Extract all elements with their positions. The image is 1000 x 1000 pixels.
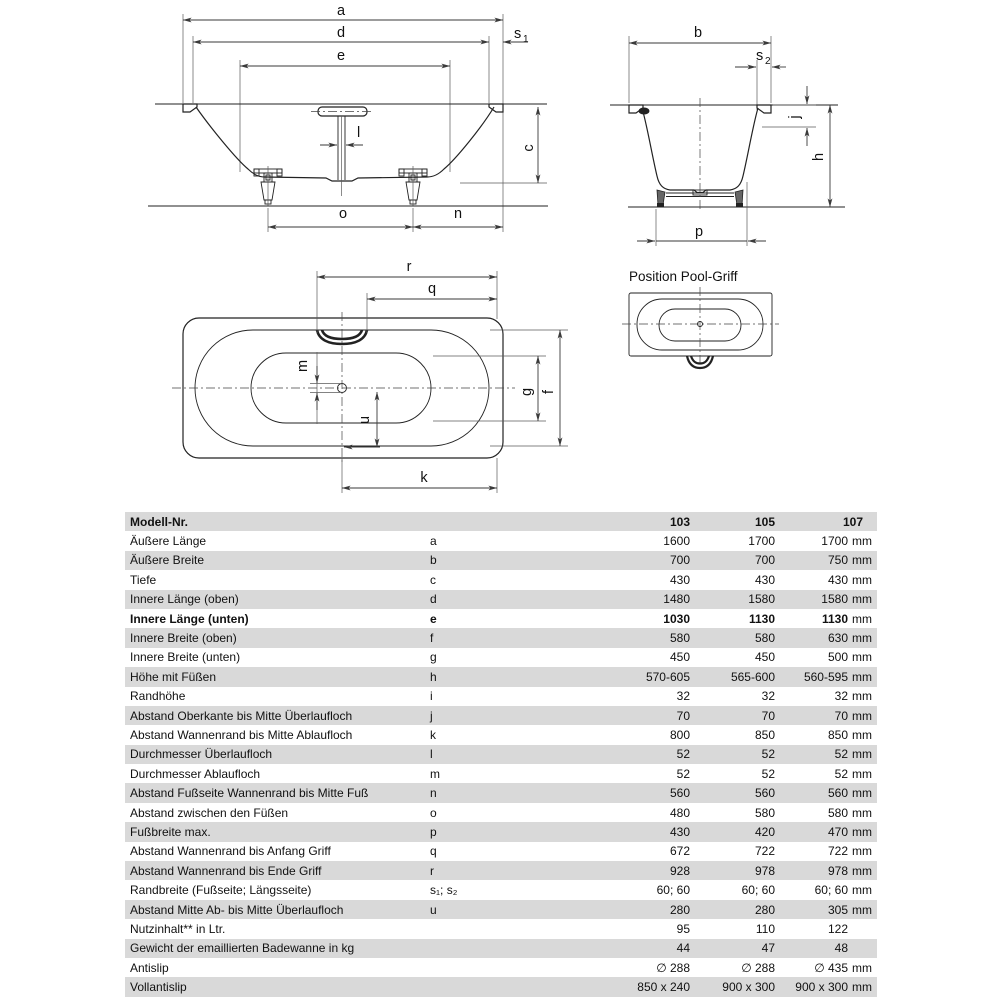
spec-cell-v105: ∅ 288 — [741, 960, 775, 975]
spec-cell-v105: 70 — [761, 708, 775, 723]
spec-cell-letter: f — [430, 631, 434, 646]
spec-cell-unit: mm — [852, 883, 872, 898]
dim-label-j: j — [787, 115, 803, 119]
spec-cell-v103: 928 — [669, 863, 690, 878]
spec-cell-v107: 52 — [834, 766, 848, 781]
spec-cell-label: Fußbreite max. — [130, 824, 211, 839]
spec-cell-unit: mm — [852, 708, 872, 723]
spec-cell-label: Vollantislip — [130, 980, 187, 995]
pool-grip-title: Position Pool-Griff — [629, 269, 738, 284]
spec-cell-v107: 70 — [834, 708, 848, 723]
spec-cell-v107: 430 — [827, 572, 848, 587]
spec-cell-label: Äußere Länge — [130, 534, 207, 549]
spec-cell-letter — [425, 939, 457, 958]
spec-row — [125, 551, 877, 570]
dim-label-g: g — [519, 387, 535, 397]
spec-cell-label: Abstand Oberkante bis Mitte Überlaufloch — [130, 708, 353, 723]
spec-cell-unit: mm — [852, 805, 872, 820]
dim-label-d: d — [336, 25, 346, 41]
dim-label-o: o — [338, 206, 348, 222]
spec-cell-label: Abstand Wannenrand bis Mitte Ablaufloch — [130, 727, 353, 742]
spec-cell-letter: g — [430, 650, 437, 665]
spec-cell-unit: mm — [852, 689, 872, 704]
spec-cell-v105: 52 — [761, 766, 775, 781]
spec-cell-v107: 900 x 300 — [795, 980, 848, 995]
spec-cell-v107: 580 — [827, 805, 848, 820]
dim-label-c: c — [521, 144, 537, 152]
spec-cell-letter: i — [430, 689, 433, 704]
spec-cell-label: Innere Breite (unten) — [130, 650, 241, 665]
spec-row — [125, 628, 877, 647]
spec-cell-v105: 32 — [761, 689, 775, 704]
spec-cell-v103: 1030 — [663, 611, 690, 626]
spec-cell-letter: s₁; s₂ — [430, 883, 457, 898]
dim-label-p: p — [694, 224, 704, 240]
spec-cell-v103: 580 — [669, 631, 690, 646]
spec-cell-v107: 48 — [834, 941, 848, 956]
spec-cell-v105: 700 — [754, 553, 775, 568]
spec-row — [125, 939, 877, 958]
spec-cell-letter: m — [430, 766, 440, 781]
spec-cell-unit: mm — [852, 611, 872, 626]
spec-row — [125, 919, 877, 938]
spec-cell-v105: 560 — [754, 786, 775, 801]
spec-cell-letter — [425, 977, 457, 996]
spec-cell-unit: mm — [852, 863, 872, 878]
spec-cell-label: Abstand Wannenrand bis Ende Griff — [130, 863, 322, 878]
spec-cell-v107: 52 — [834, 747, 848, 762]
spec-cell-v107: ∅ 435 — [814, 960, 848, 975]
spec-cell-v107: 1700 — [821, 534, 848, 549]
top-view-diagram — [172, 259, 568, 493]
spec-cell-v103: 60; 60 — [656, 883, 690, 898]
spec-row — [125, 861, 877, 880]
spec-cell-v107: 60; 60 — [814, 883, 848, 898]
spec-row — [125, 842, 877, 861]
spec-cell-v105: 1580 — [748, 592, 775, 607]
spec-cell-v103: 280 — [669, 902, 690, 917]
foot-left — [254, 166, 282, 206]
spec-cell-letter: j — [430, 708, 433, 723]
spec-cell-v107: 978 — [827, 863, 848, 878]
spec-cell-label: Abstand Fußseite Wannenrand bis Mitte Fuß — [130, 786, 369, 801]
dim-label-q: q — [427, 281, 437, 297]
spec-cell-letter: a — [430, 534, 437, 549]
spec-row — [125, 648, 877, 667]
spec-cell-v107: 32 — [834, 689, 848, 704]
spec-cell-v107: 122 — [827, 921, 848, 936]
spec-cell-v103: 672 — [669, 844, 690, 859]
spec-row — [125, 706, 877, 725]
spec-cell-unit — [848, 919, 877, 938]
spec-cell-label: Nutzinhalt** in Ltr. — [130, 921, 226, 936]
spec-cell-letter: b — [430, 553, 437, 568]
spec-cell-letter: c — [430, 572, 436, 587]
dim-label-a: a — [336, 3, 346, 19]
column-header-model: Modell-Nr. — [130, 514, 189, 529]
spec-cell-label: Abstand Mitte Ab- bis Mitte Überlaufloch — [130, 902, 344, 917]
spec-cell-v103: 1480 — [663, 592, 690, 607]
spec-cell-v103: 44 — [676, 941, 690, 956]
spec-cell-v103: 70 — [676, 708, 690, 723]
spec-cell-v103: 52 — [676, 766, 690, 781]
spec-row — [125, 900, 877, 919]
spec-cell-label: Randbreite (Fußseite; Längsseite) — [130, 883, 312, 898]
spec-cell-label: Durchmesser Überlaufloch — [130, 747, 273, 762]
spec-cell-v103: 1600 — [663, 534, 690, 549]
spec-cell-v103: ∅ 288 — [656, 960, 690, 975]
spec-cell-unit: mm — [852, 650, 872, 665]
spec-cell-letter: p — [430, 824, 437, 839]
column-header-103: 103 — [669, 514, 690, 529]
dim-label-s2-sub: 2 — [765, 56, 771, 67]
spec-cell-label: Gewicht der emaillierten Badewanne in kg — [130, 941, 355, 956]
spec-cell-v105: 1700 — [748, 534, 775, 549]
spec-cell-unit: mm — [852, 534, 872, 549]
spec-row — [125, 822, 877, 841]
column-header-letter — [425, 512, 457, 531]
spec-cell-v103: 570-605 — [645, 669, 690, 684]
spec-cell-v103: 700 — [669, 553, 690, 568]
spec-cell-v103: 52 — [676, 747, 690, 762]
spec-cell-label: Abstand zwischen den Füßen — [130, 805, 289, 820]
spec-cell-label: Tiefe — [130, 572, 157, 587]
spec-cell-letter: r — [430, 863, 434, 878]
spec-header-row — [125, 512, 877, 531]
spec-cell-unit: mm — [852, 844, 872, 859]
spec-cell-v107: 722 — [827, 844, 848, 859]
spec-row — [125, 570, 877, 589]
spec-row — [125, 745, 877, 764]
spec-cell-v107: 1130 — [821, 611, 848, 626]
spec-row — [125, 531, 877, 550]
grip-side-view — [311, 107, 374, 196]
spec-cell-letter: u — [430, 902, 437, 917]
spec-cell-label: Innere Länge (unten) — [130, 611, 249, 626]
spec-cell-v103: 480 — [669, 805, 690, 820]
spec-row — [125, 667, 877, 686]
dim-label-k: k — [420, 470, 428, 486]
spec-cell-v105: 110 — [755, 921, 775, 936]
spec-row — [125, 609, 877, 628]
spec-row — [125, 783, 877, 802]
dim-label-s1-sub: 1 — [523, 34, 529, 45]
spec-cell-unit: mm — [852, 727, 872, 742]
spec-cell-v103: 800 — [669, 727, 690, 742]
spec-cell-label: Innere Länge (oben) — [130, 592, 239, 607]
dim-label-m: m — [295, 359, 311, 373]
dim-label-u: u — [357, 415, 373, 425]
spec-cell-unit: mm — [852, 766, 872, 781]
spec-cell-v105: 52 — [761, 747, 775, 762]
spec-row — [125, 687, 877, 706]
spec-cell-unit: mm — [852, 592, 872, 607]
spec-row — [125, 977, 877, 996]
spec-row — [125, 958, 877, 977]
spec-row — [125, 803, 877, 822]
spec-cell-letter — [425, 919, 457, 938]
spec-cell-unit: mm — [852, 553, 872, 568]
spec-cell-v105: 47 — [761, 941, 775, 956]
spec-cell-v105: 978 — [754, 863, 775, 878]
spec-cell-v105: 280 — [754, 902, 775, 917]
spec-cell-v107: 305 — [827, 902, 848, 917]
spec-cell-letter: o — [430, 805, 437, 820]
spec-cell-unit: mm — [852, 572, 872, 587]
spec-row — [125, 764, 877, 783]
dim-label-s2: s — [756, 48, 764, 64]
spec-cell-v103: 430 — [669, 572, 690, 587]
column-header-107: 107 — [842, 514, 863, 529]
spec-cell-v105: 722 — [754, 844, 775, 859]
dim-label-h: h — [811, 152, 827, 162]
spec-cell-label: Äußere Breite — [130, 553, 205, 568]
foot-end-left — [657, 190, 665, 205]
spec-cell-unit: mm — [852, 980, 872, 995]
spec-cell-letter: n — [430, 786, 437, 801]
column-header-105: 105 — [754, 514, 775, 529]
spec-cell-v107: 560 — [827, 786, 848, 801]
spec-cell-v105: 565-600 — [730, 669, 775, 684]
spec-row — [125, 880, 877, 899]
spec-cell-v103: 95 — [676, 921, 690, 936]
spec-cell-v105: 60; 60 — [741, 883, 775, 898]
spec-cell-v105: 580 — [754, 805, 775, 820]
spec-cell-unit: mm — [852, 631, 872, 646]
spec-cell-v107: 750 — [827, 553, 848, 568]
spec-cell-v103: 850 x 240 — [637, 980, 690, 995]
spec-cell-label: Randhöhe — [130, 689, 186, 704]
spec-cell-letter — [425, 958, 457, 977]
spec-cell-letter: k — [430, 727, 436, 742]
spec-cell-v107: 500 — [827, 650, 848, 665]
spec-cell-v103: 32 — [676, 689, 690, 704]
spec-cell-v105: 420 — [754, 824, 775, 839]
spec-cell-v107: 630 — [827, 631, 848, 646]
spec-cell-v103: 430 — [669, 824, 690, 839]
spec-cell-v103: 560 — [669, 786, 690, 801]
side-view-diagram — [148, 3, 548, 232]
spec-cell-v107: 470 — [827, 824, 848, 839]
spec-table — [125, 512, 877, 997]
spec-cell-v107: 560-595 — [803, 669, 848, 684]
spec-cell-v105: 450 — [754, 650, 775, 665]
spec-cell-label: Durchmesser Ablaufloch — [130, 766, 261, 781]
spec-cell-label: Abstand Wannenrand bis Anfang Griff — [130, 844, 331, 859]
spec-cell-unit: mm — [852, 960, 872, 975]
end-view-diagram — [610, 25, 845, 246]
dim-label-n: n — [453, 206, 463, 222]
spec-cell-letter: h — [430, 669, 437, 684]
spec-cell-letter: q — [430, 844, 437, 859]
spec-row — [125, 725, 877, 744]
spec-cell-unit: mm — [852, 902, 872, 917]
pool-grip-inset — [622, 269, 779, 371]
spec-cell-letter: d — [430, 592, 437, 607]
dim-label-f: f — [541, 389, 557, 395]
spec-cell-label: Antislip — [130, 960, 169, 975]
dim-label-b: b — [693, 25, 703, 41]
spec-cell-v107: 850 — [827, 727, 848, 742]
spec-cell-letter: e — [430, 611, 437, 626]
dim-label-r: r — [406, 259, 412, 275]
spec-cell-letter: l — [430, 747, 433, 762]
spec-cell-v105: 1130 — [748, 611, 775, 626]
foot-right — [399, 166, 427, 206]
spec-cell-v107: 1580 — [821, 592, 848, 607]
spec-cell-v105: 430 — [754, 572, 775, 587]
dim-label-e: e — [336, 48, 346, 64]
spec-row — [125, 590, 877, 609]
spec-cell-unit: mm — [852, 747, 872, 762]
spec-cell-unit: mm — [852, 824, 872, 839]
dim-label-s1: s — [514, 26, 522, 42]
spec-cell-v105: 580 — [754, 631, 775, 646]
spec-cell-unit: mm — [852, 786, 872, 801]
spec-cell-unit — [848, 939, 877, 958]
spec-cell-label: Höhe mit Füßen — [130, 669, 217, 684]
spec-cell-label: Innere Breite (oben) — [130, 631, 237, 646]
spec-cell-unit: mm — [852, 669, 872, 684]
foot-end-right — [735, 190, 743, 205]
dim-label-l: l — [357, 125, 361, 141]
spec-cell-v105: 900 x 300 — [722, 980, 775, 995]
spec-cell-v105: 850 — [754, 727, 775, 742]
spec-cell-v103: 450 — [669, 650, 690, 665]
